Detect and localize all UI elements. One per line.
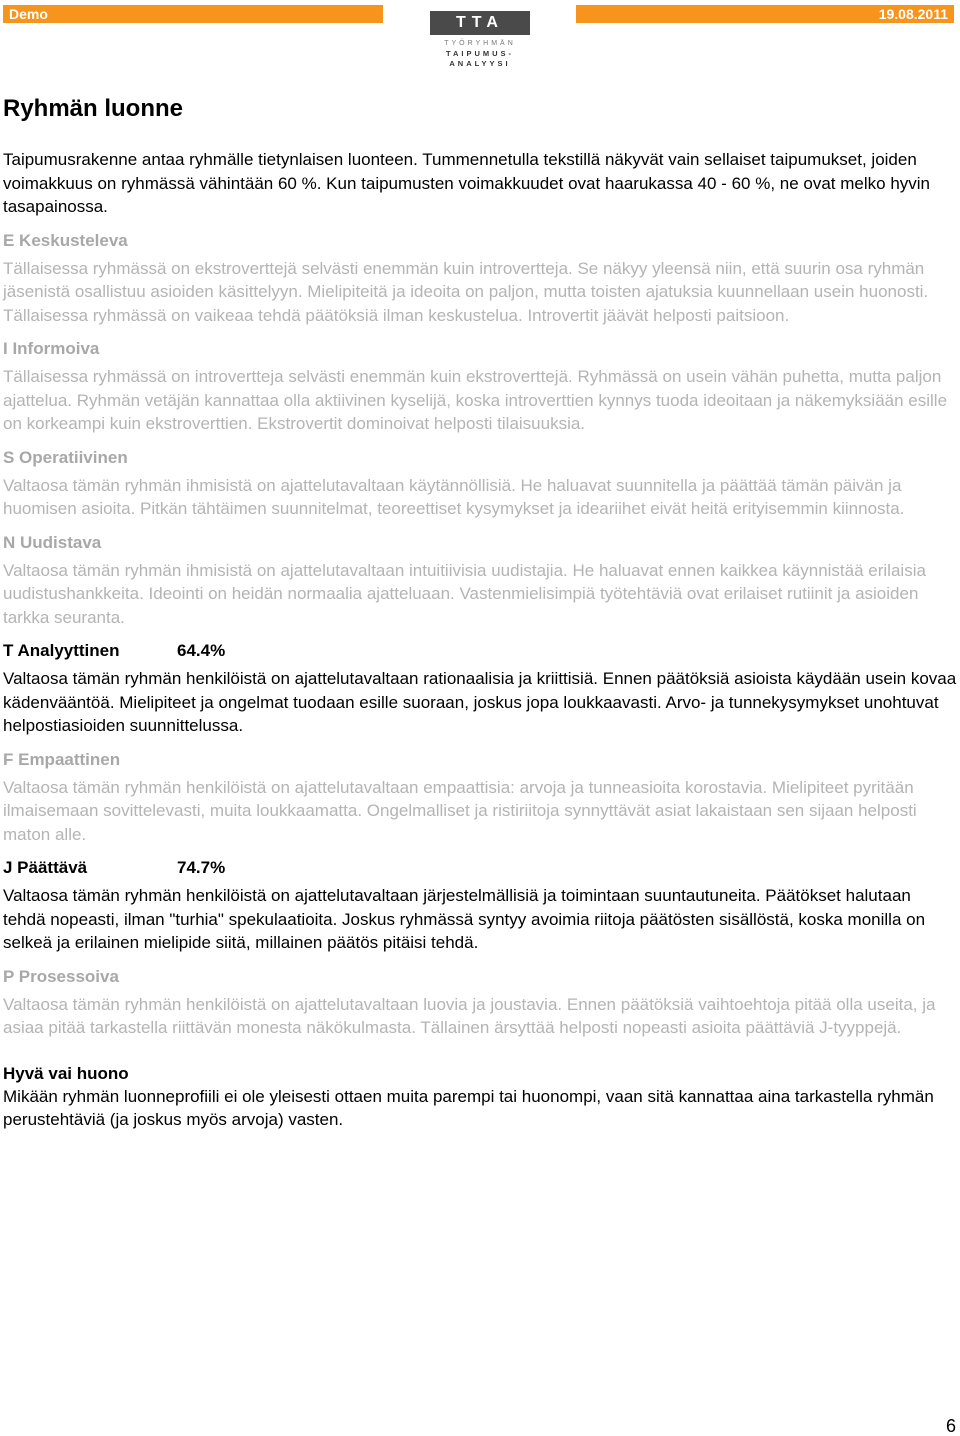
logo-mark-text: TTA: [456, 14, 504, 31]
section-text: Valtaosa tämän ryhmän ihmisistä on ajattelutavaltaan käytännöllisiä. He haluavat suunnitella ja päättää tämän päivän ja huomisen asioita. Pitkän tähtäimen suunnitelmat, teoreettiset kysymykset ja ideariihet eivät heitä erityisemmin kiinnosta.: [3, 475, 905, 518]
preference-section: [3, 856, 958, 955]
section-title: [3, 337, 958, 361]
section-text: Valtaosa tämän ryhmän ihmisistä on ajattelutavaltaan intuitiivisia uudistajia. He haluavat ennen kaikkea käynnistää erilaisia uudistushankkeita. Ideointi on heidän normaalia ajatteluaan. Vastenmielisimpiä työtehtäviä ovat erilaiset rutiinit ja asioiden tarkka seuranta.: [3, 560, 926, 627]
preference-section: [3, 446, 958, 521]
section-text: Valtaosa tämän ryhmän henkilöistä on ajattelutavaltaan järjestelmällisiä ja toimintaan suuntautuneita. Päätökset halutaan tehdä nopeasti, ilman "turhia" spekulaatioita. Joskus ryhmässä syntyy avoimia riitoja päätösten sisällöstä, koska monilla on selkeä ja erilainen mielipide siitä, millainen päätös pitäisi tehdä.: [3, 886, 926, 952]
section-text: Tällaisessa ryhmässä on introvertteja selvästi enemmän kuin ekstroverttejä. Ryhmässä on usein vähän puhetta, mutta paljon ajattelua. Ryhmän vetäjän kannattaa olla aktiivinen kyselijä, koska introverttien kynnys tuoda ideoitaan ja näkemyksiään esille on korkeampi kuin ekstroverttien. Ekstrovertit dominoivat helposti tilaisuuksia.: [3, 367, 948, 433]
section-title: [3, 639, 958, 663]
section-percent: 64.4%: [177, 641, 226, 660]
section-name: I Informoiva: [3, 339, 100, 358]
logo-mark-icon: [430, 11, 530, 35]
section-name: N Uudistava: [3, 532, 102, 552]
section-text: Valtaosa tämän ryhmän henkilöistä on ajattelutavaltaan rationaalisia ja kriittisiä. Ennen päätöksiä asioista käydään usein kovaa kädenvääntöä. Mielipiteet ja ongelmat tuodaan esille suoraan, joskus jopa loukkaavasti. Arvo- ja tunnekysymykset unohtuvat helpostiasioiden suunnittelussa.: [3, 669, 957, 735]
section-text: Valtaosa tämän ryhmän henkilöistä on ajattelutavaltaan luovia ja joustavia. Ennen päätöksiä vaihtoehtoja pitää olla useita, ja asiaa pitää tarkastella riittävän monesta näkökulmasta. Tällainen ärsyttää helposti nopeasti asioita päättäviä J-tyyppejä.: [3, 994, 936, 1037]
final-section-text: Mikään ryhmän luonneprofiili ei ole yleisesti ottaen muita parempi tai huonompi, vaan sitä kannattaa aina tarkastella ryhmän perustehtäviä (ja joskus myös arvoja) vasten.: [3, 1086, 934, 1129]
preference-section: [3, 337, 958, 436]
section-text: Tällaisessa ryhmässä on ekstroverttejä selvästi enemmän kuin introvertteja. Se näkyy yleensä niin, että suurin osa ryhmän jäsenistä osallistuu asioiden käsittelyyn. Mielipiteitä ja ideoita on paljon, mutta toisten ajatuksia kuunnellaan usein huonosti. Tällaisessa ryhmässä on vaikeaa tehdä päätöksiä ilman keskustelua. Introvertit jäävät helposti paitsioon.: [3, 258, 929, 325]
preference-section: [3, 965, 958, 1040]
section-name: E Keskusteleva: [3, 230, 128, 250]
page-number: 6: [945, 1416, 956, 1436]
section-title: [3, 531, 958, 555]
header-left-label: Demo: [9, 6, 48, 22]
page-title: Ryhmän luonne: [3, 95, 184, 122]
section-title: [3, 748, 958, 772]
preference-section: [3, 531, 958, 630]
page-content: [3, 94, 958, 1132]
final-section: [3, 1062, 958, 1132]
header-right-bar: [576, 5, 954, 23]
preference-section: [3, 748, 958, 847]
preference-sections: [3, 229, 958, 1040]
section-title: [3, 965, 958, 989]
section-name: S Operatiivinen: [3, 447, 128, 467]
final-section-title: Hyvä vai huono: [3, 1063, 129, 1083]
logo-line-2: TAIPUMUS-: [445, 49, 515, 58]
section-text: Valtaosa tämän ryhmän henkilöistä on ajattelutavaltaan empaattisia: arvoja ja tunneasioita korostavia. Mielipiteet pyritään ilmaisemaan sovittelevasti, muita loukkaamatta. Ongelmalliset ja ristiriitoja synnyttävät asiat lakaistaan sen sijaan helposti maton alle.: [3, 777, 917, 844]
section-title: [3, 446, 958, 470]
tta-logo: [428, 9, 532, 67]
header-date: 19.08.2011: [878, 6, 948, 22]
section-name: T Analyyttinen: [3, 641, 120, 660]
section-name: P Prosessoiva: [3, 966, 119, 986]
intro-paragraph: Taipumusrakenne antaa ryhmälle tietynlaisen luonteen. Tummennetulla tekstillä näkyvät vain sellaiset taipumukset, joiden voimakkuus on ryhmässä vähintään 60 %. Kun taipumusten voimakkuudet ovat haarukassa 40 - 60 %, ne ovat melko hyvin tasapainossa.: [3, 150, 931, 216]
preference-section: [3, 639, 958, 738]
preference-section: [3, 229, 958, 328]
header-left-bar: [3, 5, 383, 23]
section-title: [3, 229, 958, 253]
section-name: F Empaattinen: [3, 749, 121, 769]
section-name: J Päättävä: [3, 858, 88, 877]
logo-line-3: ANALYYSI: [449, 59, 511, 68]
logo-line-1: TYÖRYHMÄN: [444, 40, 516, 47]
section-percent: 74.7%: [177, 858, 226, 877]
section-title: [3, 856, 958, 880]
